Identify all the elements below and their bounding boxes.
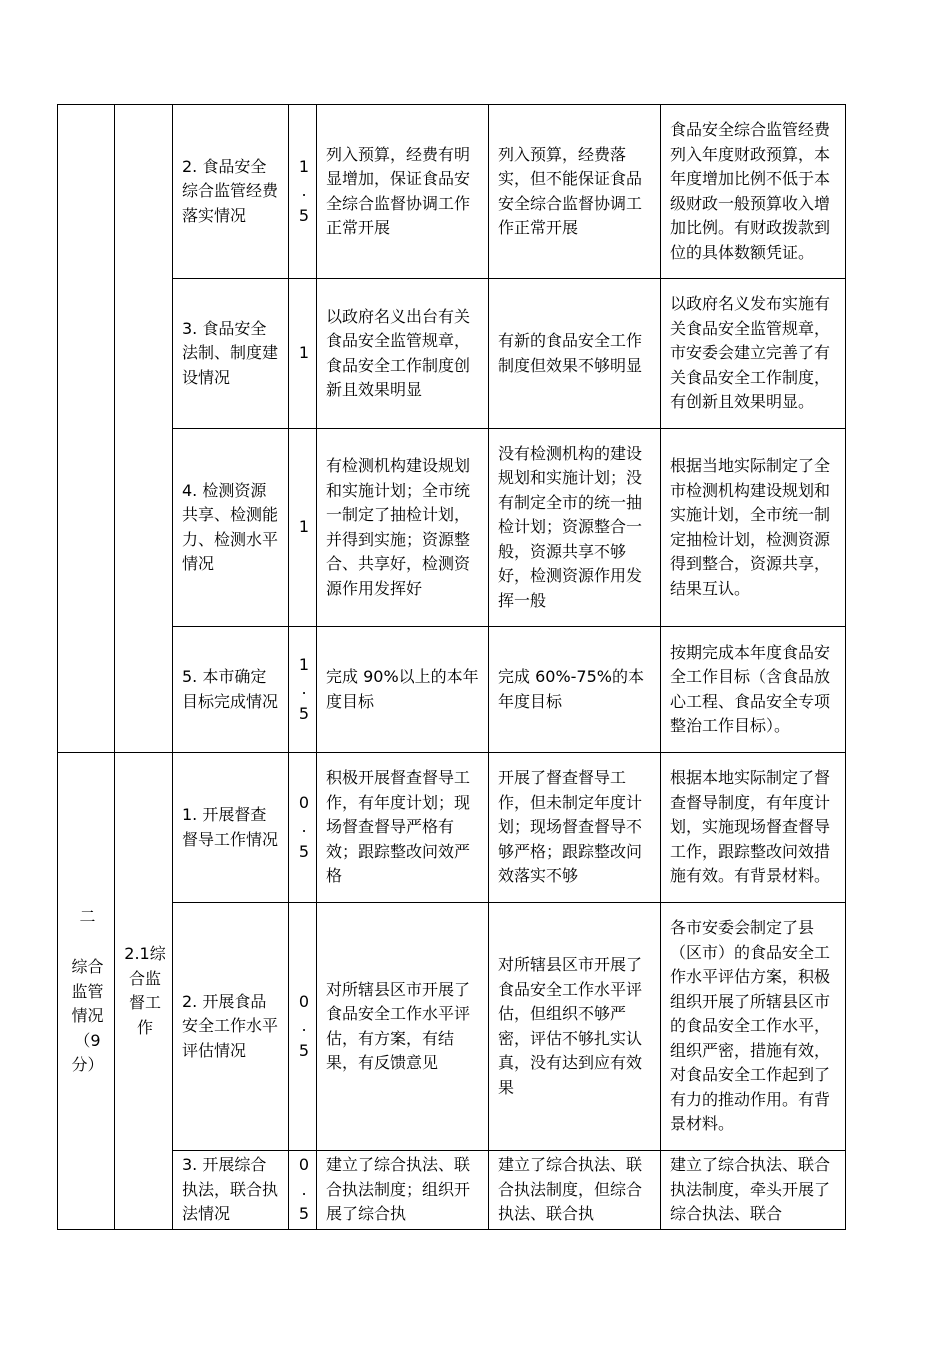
standard-text: 根据本地实际制定了督查督导制度，有年度计划，实施现场督查督导工作，跟踪整改问效措施有效。有背景材料。 bbox=[670, 768, 831, 886]
standard-cell bbox=[661, 753, 846, 903]
item-text: 2. 食品安全综合监管经费落实情况 bbox=[182, 156, 279, 225]
score-cell bbox=[289, 1151, 317, 1230]
table-row bbox=[58, 105, 846, 279]
score-char: . bbox=[301, 181, 307, 201]
excellent-criteria-cell bbox=[317, 279, 489, 429]
table-row bbox=[58, 903, 846, 1151]
excellent-text: 列入预算，经费有明显增加，保证食品安全综合监督协调工作正常开展 bbox=[326, 144, 471, 237]
qualified-text: 开展了督查督导工作，但未制定年度计划；现场督查督导不够严格；跟踪整改问效落实不够 bbox=[498, 768, 643, 886]
score-cell bbox=[289, 753, 317, 903]
standard-text: 食品安全综合监管经费列入年度财政预算，本年度增加比例不低于本级财政一般预算收入增加比例。有财政拨款到位的具体数额凭证。 bbox=[670, 120, 831, 262]
score-char: 0 bbox=[298, 792, 310, 812]
standard-text: 按期完成本年度食品安全工作目标（含食品放心工程、食品安全专项整治工作目标）。 bbox=[670, 642, 831, 735]
score-char: 5 bbox=[298, 1204, 310, 1223]
score-char: . bbox=[301, 817, 307, 837]
standard-text: 根据当地实际制定了全市检测机构建设规划和实施计划，全市统一制定抽检计划，检测资源得到整合，资源共享，结果互认。 bbox=[670, 456, 831, 598]
qualified-criteria-cell bbox=[489, 753, 661, 903]
category-cell-empty bbox=[58, 105, 115, 753]
excellent-text: 对所辖县区市开展了食品安全工作水平评估，有方案，有结果，有反馈意见 bbox=[326, 979, 471, 1072]
score-char: . bbox=[301, 679, 307, 699]
score-cell bbox=[289, 627, 317, 753]
standard-cell bbox=[661, 105, 846, 279]
score-char: 1 bbox=[298, 156, 310, 176]
score-char: 1 bbox=[298, 654, 310, 674]
qualified-criteria-cell bbox=[489, 903, 661, 1151]
score-char: 1 bbox=[298, 517, 310, 537]
score-char: 1 bbox=[298, 343, 310, 363]
item-text: 1. 开展督查督导工作情况 bbox=[182, 805, 279, 849]
excellent-text: 积极开展督查督导工作，有年度计划；现场督查督导严格有效；跟踪整改问效严格 bbox=[326, 768, 471, 886]
excellent-text: 以政府名义出台有关食品安全监管规章，食品安全工作制度创新且效果明显 bbox=[326, 306, 471, 399]
qualified-text: 没有检测机构的建设规划和实施计划；没有制定全市的统一抽检计划；资源整合一般，资源共享不够好，检测资源作用发挥一般 bbox=[498, 443, 643, 610]
score-char: . bbox=[301, 1016, 307, 1036]
item-text: 3. 开展综合执法，联合执法情况 bbox=[182, 1155, 279, 1223]
qualified-criteria-cell bbox=[489, 1151, 661, 1230]
qualified-criteria-cell bbox=[489, 279, 661, 429]
category-number: 二 bbox=[79, 906, 96, 926]
score-char: 0 bbox=[298, 1155, 310, 1174]
item-cell bbox=[173, 1151, 289, 1230]
score-cell bbox=[289, 105, 317, 279]
table-row bbox=[58, 753, 846, 903]
category-cell bbox=[58, 753, 115, 1230]
standard-cell bbox=[661, 429, 846, 627]
subcategory-cell bbox=[115, 753, 173, 1230]
score-cell bbox=[289, 903, 317, 1151]
excellent-text: 有检测机构建设规划和实施计划；全市统一制定了抽检计划，并得到实施；资源整合、共享好，检测资源作用发挥好 bbox=[326, 456, 471, 598]
score-char: 5 bbox=[298, 703, 310, 723]
standard-text: 各市安委会制定了县（区市）的食品安全工作水平评估方案，积极组织开展了所辖县区市的食品安全工作水平，组织严密，措施有效，对食品安全工作起到了有力的推动作用。有背景材料。 bbox=[670, 918, 831, 1134]
qualified-text: 完成 60%-75%的本年度目标 bbox=[498, 667, 644, 711]
category-name: 综合监管情况（9分） bbox=[71, 957, 104, 1074]
standard-cell bbox=[661, 627, 846, 753]
subcategory-cell-empty bbox=[115, 105, 173, 753]
qualified-criteria-cell bbox=[489, 627, 661, 753]
score-cell bbox=[289, 429, 317, 627]
excellent-criteria-cell bbox=[317, 753, 489, 903]
excellent-text: 完成 90%以上的本年度目标 bbox=[326, 667, 479, 711]
item-text: 5. 本市确定目标完成情况 bbox=[182, 667, 279, 711]
qualified-text: 列入预算，经费落实，但不能保证食品安全综合监督协调工作正常开展 bbox=[498, 144, 643, 237]
item-text: 4. 检测资源共享、检测能力、检测水平情况 bbox=[182, 480, 279, 573]
excellent-criteria-cell bbox=[317, 1151, 489, 1230]
qualified-criteria-cell bbox=[489, 105, 661, 279]
qualified-text: 对所辖县区市开展了食品安全工作水平评估，但组织不够严密，评估不够扎实认真，没有达到应有效果 bbox=[498, 955, 643, 1097]
subcategory-label: 2.1综合监督工作 bbox=[124, 944, 166, 1037]
excellent-text: 建立了综合执法、联合执法制度；组织开展了综合执 bbox=[326, 1155, 471, 1223]
table-row bbox=[58, 429, 846, 627]
qualified-text: 建立了综合执法、联合执法制度，但综合执法、联合执 bbox=[498, 1155, 643, 1223]
item-text: 2. 开展食品安全工作水平评估情况 bbox=[182, 991, 279, 1060]
score-cell bbox=[289, 279, 317, 429]
item-cell bbox=[173, 753, 289, 903]
table-row bbox=[58, 279, 846, 429]
qualified-text: 有新的食品安全工作制度但效果不够明显 bbox=[498, 331, 643, 375]
score-char: 5 bbox=[298, 1040, 310, 1060]
score-char: . bbox=[301, 1179, 307, 1199]
score-char: 5 bbox=[298, 841, 310, 861]
standard-text: 建立了综合执法、联合执法制度，牵头开展了综合执法、联合 bbox=[670, 1155, 831, 1223]
item-cell bbox=[173, 627, 289, 753]
item-cell bbox=[173, 279, 289, 429]
score-char: 5 bbox=[298, 205, 310, 225]
item-text: 3. 食品安全法制、制度建设情况 bbox=[182, 318, 279, 387]
excellent-criteria-cell bbox=[317, 429, 489, 627]
standard-cell bbox=[661, 1151, 846, 1230]
excellent-criteria-cell bbox=[317, 627, 489, 753]
excellent-criteria-cell bbox=[317, 903, 489, 1151]
table-row bbox=[58, 627, 846, 753]
item-cell bbox=[173, 903, 289, 1151]
item-cell bbox=[173, 429, 289, 627]
excellent-criteria-cell bbox=[317, 105, 489, 279]
standard-cell bbox=[661, 279, 846, 429]
item-cell bbox=[173, 105, 289, 279]
table-row bbox=[58, 1151, 846, 1230]
score-char: 0 bbox=[298, 991, 310, 1011]
standard-cell bbox=[661, 903, 846, 1151]
evaluation-table bbox=[57, 104, 846, 1230]
standard-text: 以政府名义发布实施有关食品安全监管规章，市安委会建立完善了有关食品安全工作制度，有创新且效果明显。 bbox=[670, 294, 831, 412]
qualified-criteria-cell bbox=[489, 429, 661, 627]
